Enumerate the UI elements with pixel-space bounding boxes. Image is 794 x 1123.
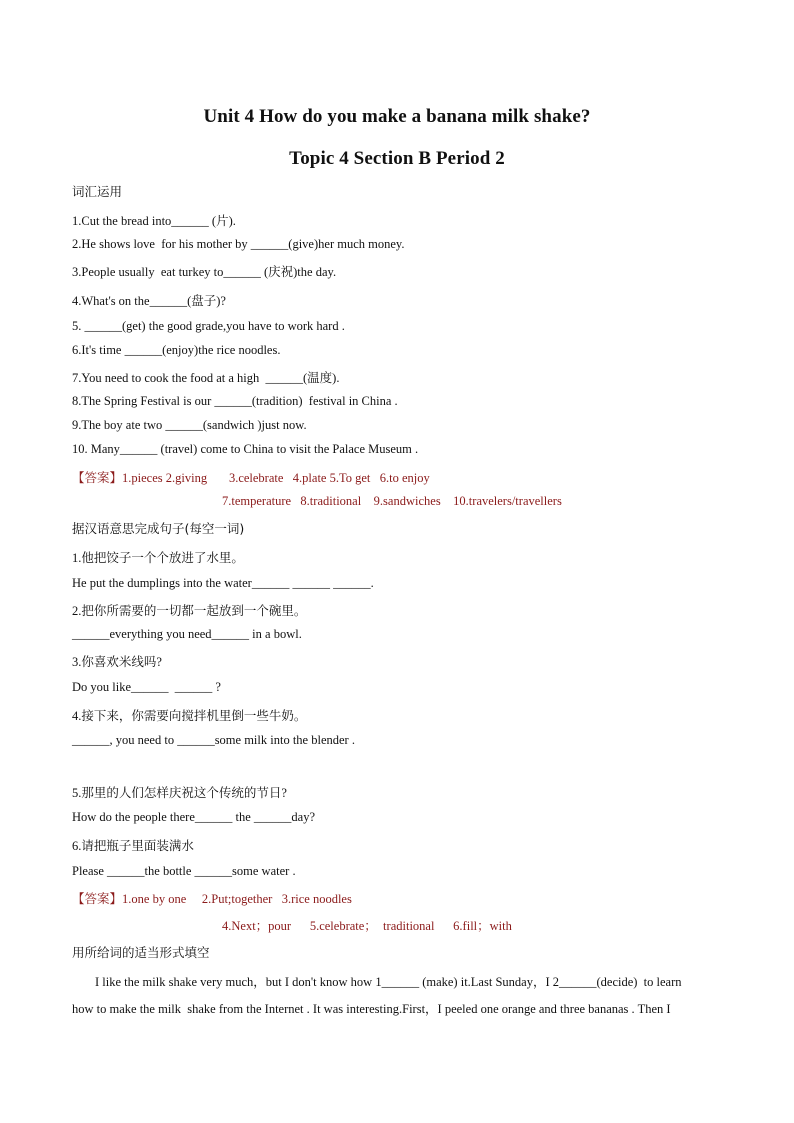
exercise-item: 5. ______(get) the good grade,you have to work hard . [72, 319, 345, 333]
exercise-item: ______, you need to ______some milk into the blender . [72, 733, 355, 747]
exercise-item: How do the people there______ the ______day? [72, 810, 315, 824]
exercise-item: 2.把你所需要的一切都一起放到一个碗里。 [72, 604, 307, 618]
answer-line: 7.temperature 8.traditional 9.sandwiches 10.travelers/travellers [222, 494, 562, 508]
exercise-item: 7.You need to cook the food at a high ______(温度). [72, 371, 340, 385]
exercise-item: 4.What's on the______(盘子)? [72, 294, 226, 308]
exercise-item: 6.It's time ______(enjoy)the rice noodles. [72, 343, 281, 357]
section-heading-vocabulary: 词汇运用 [72, 184, 123, 199]
exercise-item: 2.He shows love for his mother by ______(give)her much money. [72, 237, 405, 251]
answer-line: 4.Next；pour 5.celebrate； traditional 6.fill；with [222, 919, 512, 933]
answer-text: 1.one by one 2.Put;together 3.rice noodles [122, 892, 352, 906]
exercise-item: 10. Many______ (travel) come to China to visit the Palace Museum . [72, 442, 419, 456]
answer-label: 【答案】 [72, 892, 123, 906]
exercise-item: 1.他把饺子一个个放进了水里。 [72, 551, 244, 565]
passage-line: how to make the milk shake from the Internet . It was interesting.First，I peeled one orange and three bananas . Then I [72, 1002, 671, 1016]
exercise-item: 1.Cut the bread into______ (片). [72, 214, 236, 228]
exercise-item: Do you like______ ______ ? [72, 680, 221, 694]
exercise-item: ______everything you need______ in a bowl. [72, 627, 302, 641]
answer-line [72, 889, 352, 907]
answer-text: 1.pieces 2.giving 3.celebrate 4.plate 5.To get 6.to enjoy [122, 471, 430, 485]
exercise-item: 5.那里的人们怎样庆祝这个传统的节日? [72, 786, 287, 800]
exercise-item: 9.The boy ate two ______(sandwich )just now. [72, 418, 307, 432]
exercise-item: He put the dumplings into the water______ ______ ______. [72, 576, 374, 590]
exercise-item: Please ______the bottle ______some water . [72, 864, 296, 878]
exercise-item: 8.The Spring Festival is our ______(tradition) festival in China . [72, 394, 398, 408]
exercise-item: 6.请把瓶子里面装满水 [72, 839, 194, 853]
exercise-item: 3.你喜欢米线吗? [72, 655, 162, 669]
answer-label: 【答案】 [72, 471, 123, 485]
passage-line: I like the milk shake very much，but I don't know how 1______ (make) it.Last Sunday，I 2______(decide) to learn [95, 975, 682, 989]
exercise-item: 3.People usually eat turkey to______ (庆祝)the day. [72, 265, 337, 279]
document-title: Unit 4 How do you make a banana milk shake? [203, 106, 591, 127]
exercise-item: 4.接下来，你需要向搅拌机里倒一些牛奶。 [72, 709, 307, 723]
answer-line [72, 468, 430, 486]
section-heading-translation: 据汉语意思完成句子(每空一词) [72, 521, 245, 536]
document-subtitle: Topic 4 Section B Period 2 [289, 148, 505, 169]
section-heading-word-forms: 用所给词的适当形式填空 [72, 945, 210, 960]
